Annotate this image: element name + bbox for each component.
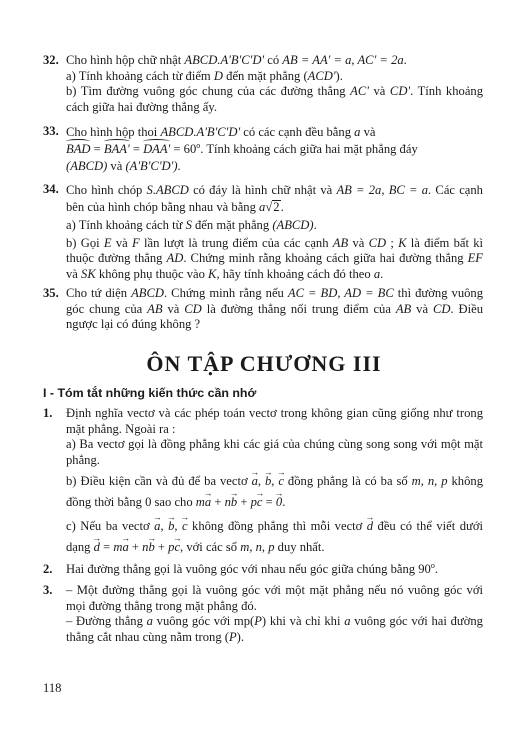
item-intro: Định nghĩa vectơ và các phép toán vectơ trong không gian cũng giống như trong mặt phẳng. Ngoài ra : [66,406,483,436]
page-number: 118 [43,681,62,695]
part-b: b) Gọi E và F lần lượt là trung điểm của các cạnh AB và CD ; K là điểm bất kì thuộc đường thẳng AD. Chứng minh rằng khoảng cách giữa hai đường thẳng EF và SK không phụ thuộc vào K, hãy tính khoảng cách đó theo a. [66,235,484,281]
part-a: a) Tính khoảng cách từ S đến mặt phẳng (ABCD). [66,218,317,232]
problem-number: 35. [43,286,59,300]
summary-item-2 [43,562,483,578]
item-line-1: – Một đường thẳng gọi là vuông góc với một mặt phẳng nếu nó vuông góc với mọi đường thẳng trong mặt phẳng đó. [66,583,483,613]
summary-item-1 [43,406,483,558]
part-a: a) Tính khoảng cách từ điểm D đến mặt phẳng (ACD'). [66,68,343,83]
problem-statement: Cho tứ diện ABCD. Chứng minh rằng nếu AC = BD, AD = BC thì đường vuông góc chung của AB và CD là đường thẳng nối trung điểm của AB và CD. Điều ngược lại có đúng không ? [66,286,484,332]
angle-baa: BAA' [103,142,130,156]
part-b: b) Tìm đường vuông góc chung của các đường thẳng AC' và CD'. Tính khoảng cách giữa hai đường thẳng ấy. [66,84,483,114]
item-text: Hai đường thẳng gọi là vuông góc với nhau nếu góc giữa chúng bằng 90$^o$. [66,560,438,576]
chapter-title: ÔN TẬP CHƯƠNG III [146,351,382,376]
item-part-b: b) Điều kiện cần và đủ để ba vectơ → a, → b, → c đồng phẳng là có ba số m, n, p không đồng thời bằng 0 sao cho m→ a + n→ b + p→ c = → 0. [66,471,483,513]
vector-b: → b [265,471,271,492]
zero-vector: → 0 [276,492,282,513]
problem-statement: Cho hình hộp chữ nhật ABCD.A'B'C'D' có AB = AA' = a, AC' = 2a. [66,53,407,67]
summary-item-3 [43,583,483,645]
angle-bad: BAD [66,142,91,156]
problem-33 [43,124,483,175]
item-part-a: a) Ba vectơ gọi là đồng phẳng khi các giá của chúng cùng song song với một mặt phẳng. [66,437,483,467]
problem-35 [43,286,483,333]
problem-34 [43,182,483,282]
item-part-c: c) Nếu ba vectơ → a, → b, → c không đồng phẳng thì mỗi vectơ → d đều có thể viết dưới dạng → d = m→ a + n→ b + p→ c, với các số m, n, p duy nhất. [66,516,483,558]
problem-statement: Cho hình chóp S.ABCD có đáy là hình chữ nhật và AB = 2a, BC = a. Các cạnh bên của hình chóp bằng nhau và bằng a√2. [66,183,483,214]
problem-number: 34. [43,182,59,196]
vector-a: → a [252,471,258,492]
section-title: I - Tóm tắt những kiến thức cần nhớ [43,386,257,400]
vector-d: → d [367,516,373,537]
angle-daa: DAA' [143,142,171,156]
item-number: 1. [43,406,53,420]
item-line-2: – Đường thẳng a vuông góc với mp(P) khi và chỉ khi a vuông góc với hai đường thẳng cắt nhau cùng nằm trong (P). [66,614,483,644]
item-number: 2. [43,562,53,576]
item-number: 3. [43,583,53,597]
problem-32 [43,53,483,115]
vector-c: → c [278,471,284,492]
problem-number: 32. [43,53,59,67]
sqrt-radicand: 2 [273,200,280,214]
problem-statement: Cho hình hộp thoi ABCD.A'B'C'D' có các cạnh đều bằng a và BAD = $BAA' = DAA' = 60^o$. Tính khoảng cách giữa hai mặt phẳng đáy (ABCD) và (A'B'C'D'). [66,125,418,173]
problem-number: 33. [43,124,59,138]
